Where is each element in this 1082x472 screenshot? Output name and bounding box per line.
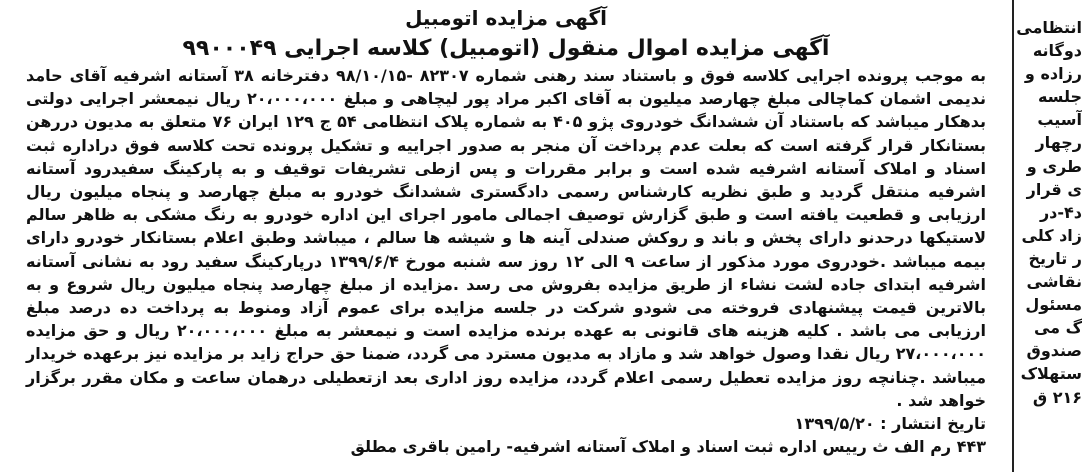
side-line: دوگانه [1032,41,1082,61]
side-line: طری و [1026,156,1082,176]
notice-body [26,64,986,458]
side-line: آسیب [1037,110,1082,130]
adjacent-notice-column [1014,0,1080,472]
adjacent-notice-text [962,16,1082,409]
side-line: ۲۱۶ ق [1032,387,1082,407]
side-line: نقاشی [1026,272,1082,292]
side-line: صندوق [1026,341,1082,361]
side-line: رچهار [1035,133,1082,153]
side-line: مسئول [1025,295,1082,315]
side-line: ر تاریخ [1028,248,1082,268]
notice-title: آگهی مزایده اتومبیل [405,6,607,30]
side-line: ی قرار [1026,179,1082,199]
side-line: رزاده و [1024,64,1082,84]
side-line: د۴-در [1039,202,1082,222]
notice-subtitle: آگهی مزایده اموال منقول (اتومبیل) کلاسه اجرایی ۹۹۰۰۰۴۹ [182,36,830,61]
side-line: انتظامی [1016,18,1082,37]
notice-signature: ۴۴۳ رم الف ث رییس اداره ثبت اسناد و املاک آستانه اشرفیه- رامین باقری مطلق [350,437,986,457]
publish-date-line [26,412,986,435]
notice-body-paragraph: به موجب پرونده اجرایی کلاسه فوق و باستناد سند رهنی شماره ۸۲۳۰۷ -۹۸/۱۰/۱۵ دفترخانه ۳۸ آستانه اشرفیه آقای حامد ندیمی اشمان کماچالی مبلغ چهارصد میلیون به آقای اکبر مراد پور لیچاهی و مبلغ ۲۰،۰۰۰،۰۰۰ ریال نیمعشر اجرایی دولتی بدهکار میباشد که باستناد آن ششدانگ خودروی پژو ۴۰۵ به شماره پلاک انتظامی ۵۴ ج ۱۲۹ ایران ۷۶ متعلق به مدیون دررهن بستانکار قرار گرفته است که بعلت عدم پرداخت آن منجر به صدور اجراییه و تشکیل پرونده تحت کلاسه فوق دراداره ثبت اسناد و املاک آستانه اشرفیه شده است و برابر مقررات و پس ازطی تشریفات توقیف و به پارکینگ سفیدرود آستانه اشرفیه منتقل گردید و طبق نظریه کارشناس رسمی دادگستری ششدانگ خودرو به مبلغ چهارصد و پنجاه میلیون ریال ارزیابی و قطعیت یافته است و طبق گزارش توصیف اجمالی مامور اجرای این اداره خودرو به رنگ مشکی به ظاهر سالم لاستیکها درحدنو دارای پخش و باند و روکش صندلی آینه ها و شیشه ها سالم ، میباشد وطبق اعلام بستانکار خودرو دارای بیمه میباشد .خودروی مورد مذکور از ساعت ۹ الی ۱۲ روز سه شنبه مورخ ۱۳۹۹/۶/۴ درپارکینگ سفید رود به نشانی آستانه اشرفیه ابتدای جاده لشت نشاء از طریق مزایده بفروش می رسد .مزایده از مبلغ چهارصد پنجاه میلیون ریال شروع و به بالاترین قیمت پیشنهادی فروخته می شودو شرکت در جلسه مزایده برای عموم آزاد ومنوط به پرداخت ده درصد مبلغ ارزیابی می باشد . کلیه هزینه های قانونی به عهده برنده مزایده است و نیمعشر به مبلغ ۲۰،۰۰۰،۰۰۰ ریال و حق مزایده ۲۷،۰۰۰،۰۰۰ ریال نقدا وصول خواهد شد و مازاد به مدیون مسترد می گردد، ضمنا حق حراج زاید بر مزایده نیز برعهده خریدار میباشد .چنانچه روز مزایده تعطیل رسمی اعلام گردد، مزایده روز اداری بعد ازتعطیلی درهمان ساعت و مکان مقرر برگزار خواهد شد . [26,66,987,410]
side-line: گ می [1033,318,1082,338]
publish-date-value: ۱۳۹۹/۵/۲۰ [794,414,875,434]
publish-date-label: تاریخ انتشار : [880,414,986,434]
side-line: جلسه [1037,87,1082,107]
side-line: زاد کلی [1021,225,1082,245]
side-line: ستهلاک [1020,364,1082,384]
